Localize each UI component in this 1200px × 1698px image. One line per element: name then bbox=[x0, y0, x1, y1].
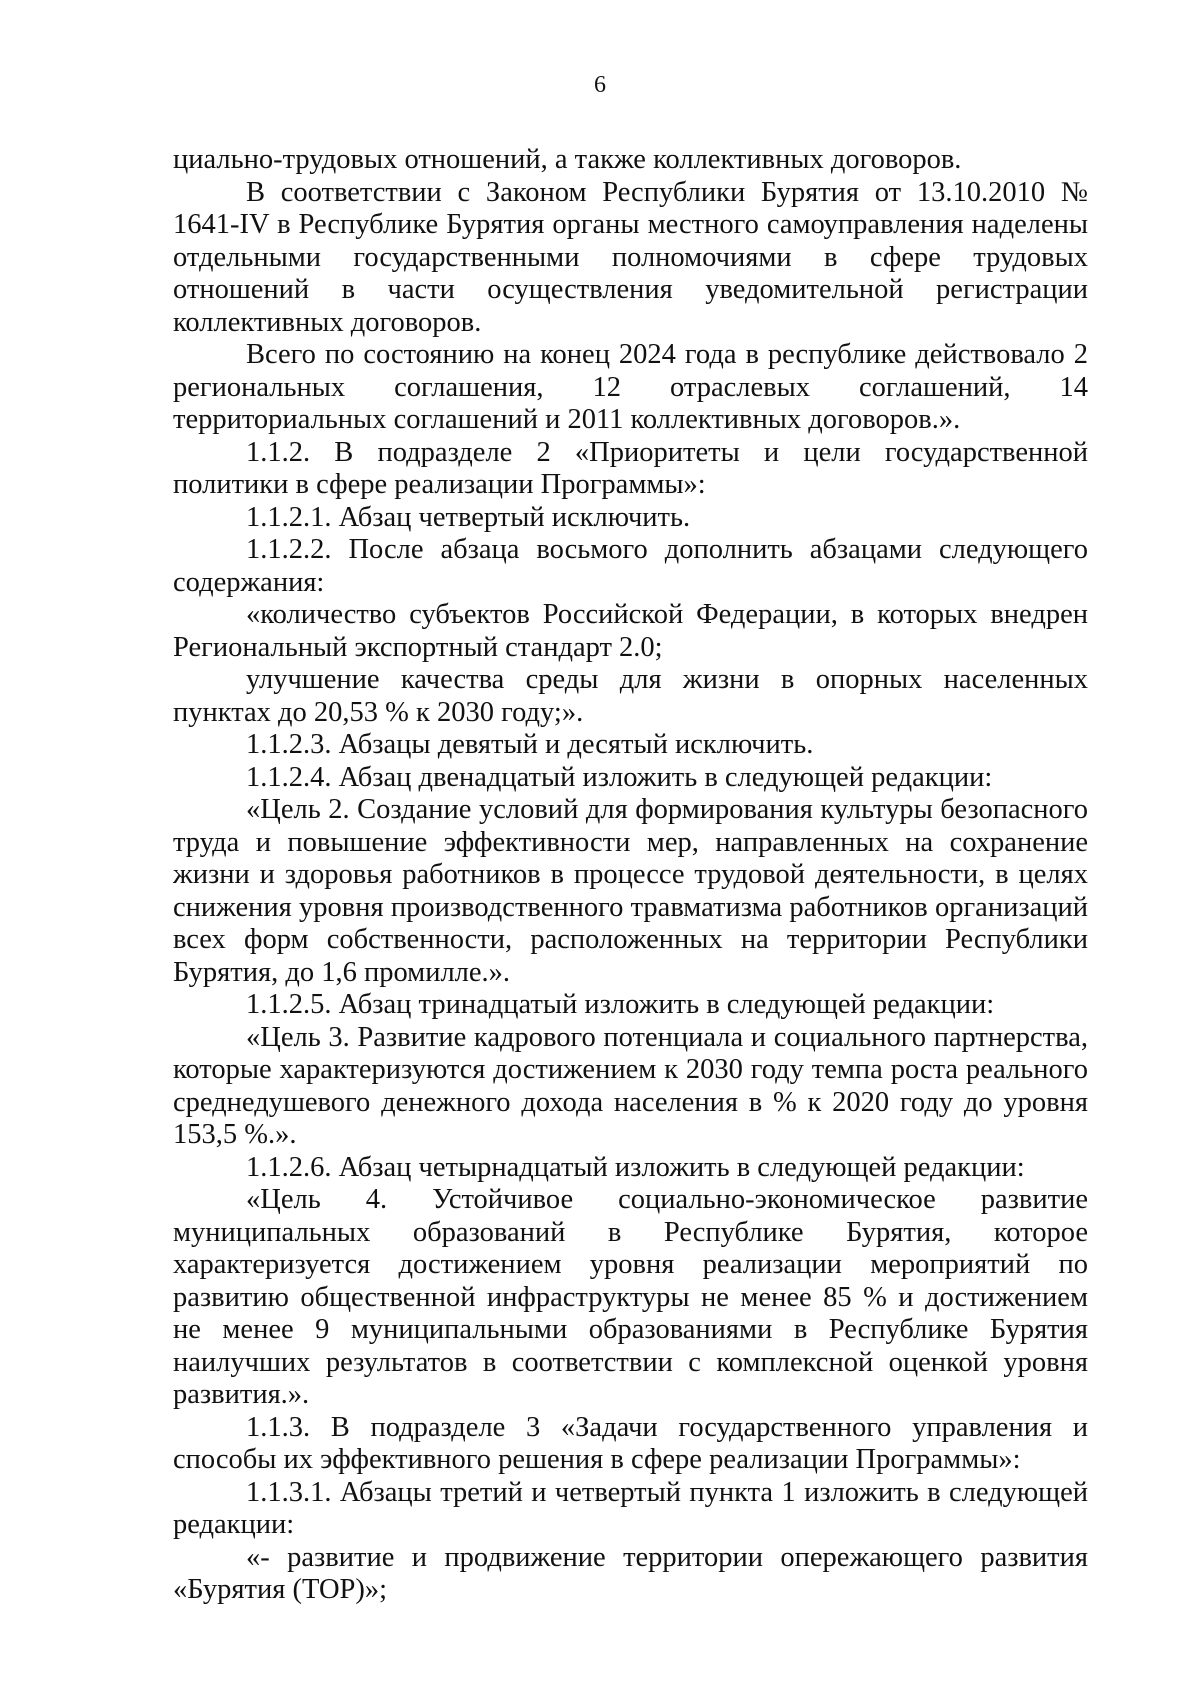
paragraph: Всего по состоянию на конец 2024 года в республике действовало 2 региональных соглашения, 12 отраслевых соглашений, 14 территориальных соглашений и 2011 коллективных договоров.». bbox=[173, 339, 1088, 435]
paragraph: 1.1.2.6. Абзац четырнадцатый изложить в следующей редакции: bbox=[246, 1151, 1025, 1183]
paragraph: улучшение качества среды для жизни в опорных населенных пунктах до 20,53 % к 2030 году;». bbox=[173, 664, 1088, 728]
paragraph: «- развитие и продвижение территории опережающего развития «Бурятия (ТОР)»; bbox=[173, 1541, 1088, 1605]
paragraph: 1.1.3. В подразделе 3 «Задачи государственного управления и способы их эффективного решения в сфере реализации Программы»: bbox=[173, 1411, 1088, 1475]
paragraph: В соответствии с Законом Республики Бурятия от 13.10.2010 № 1641-IV в Республике Бурятия органы местного самоуправления наделены отдельными государственными полномочиями в сфере трудовых отношений в части осуществления уведомительной регистрации коллективных договоров. bbox=[173, 176, 1088, 338]
paragraph: «количество субъектов Российской Федерации, в которых внедрен Региональный экспортный стандарт 2.0; bbox=[173, 599, 1088, 663]
paragraph: 1.1.2.5. Абзац тринадцатый изложить в следующей редакции: bbox=[246, 989, 995, 1020]
paragraph: 1.1.2. В подразделе 2 «Приоритеты и цели государственной политики в сфере реализации Программы»: bbox=[173, 436, 1088, 500]
paragraph: 1.1.2.4. Абзац двенадцатый изложить в следующей редакции: bbox=[246, 761, 993, 793]
document-body bbox=[173, 144, 1088, 1607]
paragraph: 1.1.3.1. Абзацы третий и четвертый пункта 1 изложить в следующей редакции: bbox=[173, 1476, 1088, 1540]
paragraph: 1.1.2.1. Абзац четвертый исключить. bbox=[246, 501, 691, 533]
page-number: 6 bbox=[594, 72, 606, 98]
paragraph: «Цель 3. Развитие кадрового потенциала и социального партнерства, которые характеризуются достижением к 2030 году темпа роста реального среднедушевого денежного дохода населения в % к 2020 году до уровня 153,5 %.». bbox=[173, 1021, 1088, 1150]
paragraph: циально-трудовых отношений, а также коллективных договоров. bbox=[173, 144, 962, 175]
paragraph: 1.1.2.3. Абзацы девятый и десятый исключить. bbox=[246, 729, 814, 760]
paragraph: 1.1.2.2. После абзаца восьмого дополнить абзацами следующего содержания: bbox=[173, 534, 1088, 598]
paragraph: «Цель 2. Создание условий для формирования культуры безопасного труда и повышение эффективности мер, направленных на сохранение жизни и здоровья работников в процессе трудовой деятельности, в целях снижения уровня производственного травматизма работников организаций всех форм собственности, расположенных на территории Республики Бурятия, до 1,6 промилле.». bbox=[173, 794, 1088, 988]
paragraph: «Цель 4. Устойчивое социально-экономическое развитие муниципальных образований в Республике Бурятия, которое характеризуется достижением уровня реализации мероприятий по развитию общественной инфраструктуры не менее 85 % и достижением не менее 9 муниципальными образованиями в Республике Бурятия наилучших результатов в соответствии с комплексной оценкой уровня развития.». bbox=[173, 1184, 1088, 1410]
